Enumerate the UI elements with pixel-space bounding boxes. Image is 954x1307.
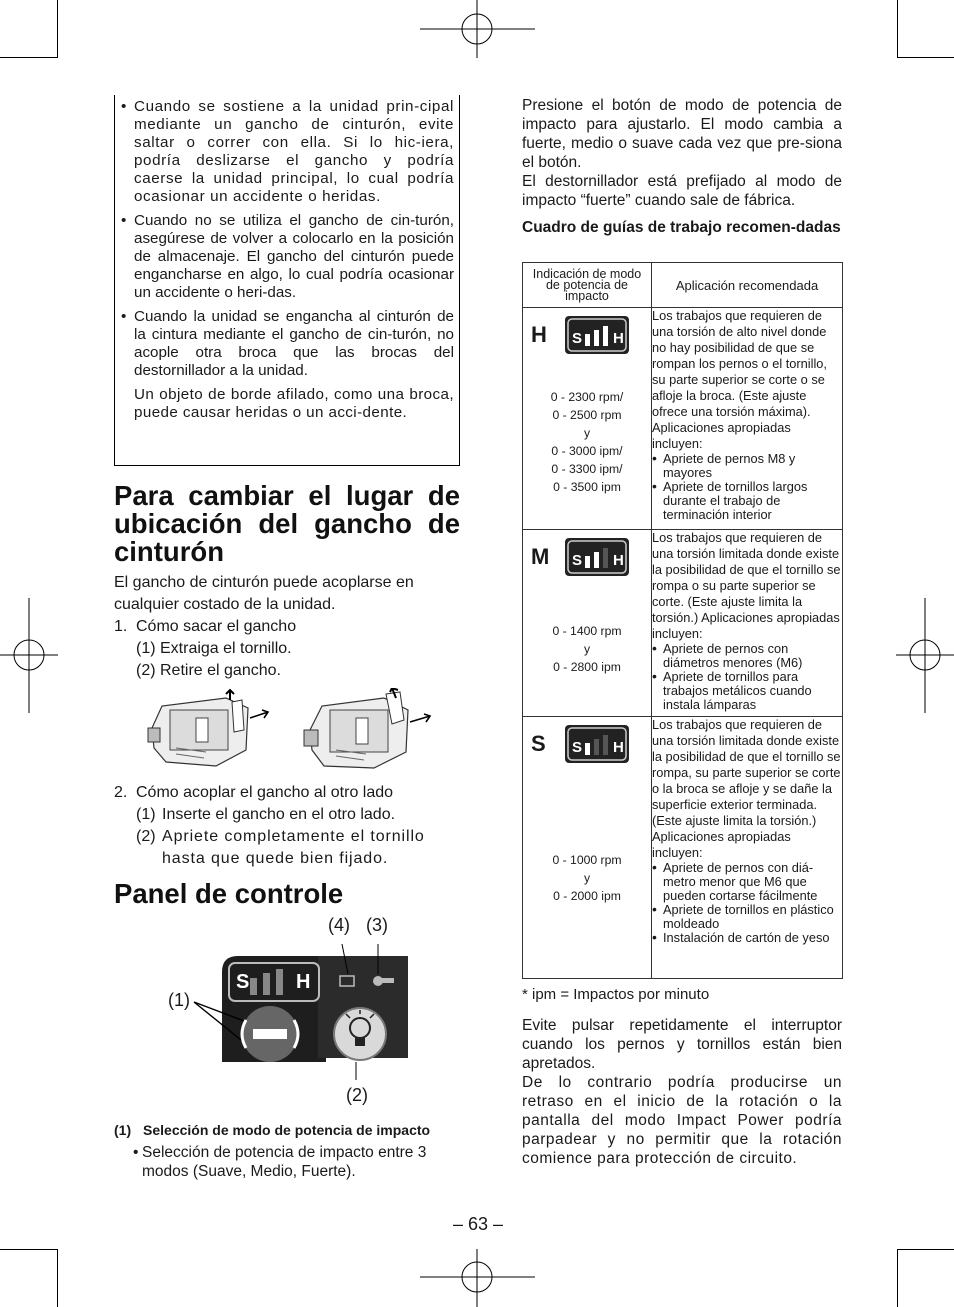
callout-3: (3) bbox=[366, 915, 388, 935]
mode-cell bbox=[523, 530, 652, 717]
mode-letter: S bbox=[531, 731, 546, 756]
warning-extra: Un objeto de borde afilado, como una broca, puede causar heridas o un acci-dente. bbox=[134, 386, 454, 421]
mode-letter: M bbox=[531, 544, 550, 569]
svg-text:S: S bbox=[572, 330, 583, 347]
warning-item: • Cuando la unidad se engancha al cinturón de la cintura mediante el gancho de cin-turón, no acople otra broca que las brocas del destornillador a la unidad. bbox=[114, 308, 454, 380]
callout-1: (1) bbox=[168, 990, 190, 1010]
belt-hook-section bbox=[114, 572, 460, 682]
table-header-cell bbox=[523, 263, 652, 308]
table-header-row bbox=[523, 263, 843, 308]
speed-line: 0 - 2800 ipm bbox=[553, 660, 621, 674]
svg-text:H: H bbox=[613, 552, 624, 569]
step-sub: Apriete completamente el tornillo hasta que quede bien fijado. bbox=[162, 828, 425, 867]
panel-h-label: H bbox=[296, 971, 311, 993]
speed-line: y bbox=[583, 871, 591, 885]
table-header-cell bbox=[652, 263, 843, 308]
step-sub-number: (1) bbox=[136, 806, 156, 823]
registration-mark-bottom bbox=[420, 1247, 535, 1307]
speed-line: 0 - 1400 rpm bbox=[552, 624, 622, 638]
speed-line: 0 - 2500 rpm bbox=[552, 408, 622, 422]
application-desc: Los trabajos que requieren de una torsión limitada donde existe la posibilidad de que el tornillo se rompa, su parte superior se corte o la broca se afloje y se dañe la superficie exterior terminada. (Este ajuste limita la torsión.) Aplicaciones apropiadas incluyen: bbox=[652, 717, 841, 860]
warning-list bbox=[114, 98, 454, 380]
speed-line: 0 - 1000 rpm bbox=[552, 853, 622, 867]
crop-mark bbox=[897, 1249, 954, 1250]
mode-h-display-icon bbox=[565, 316, 629, 354]
mode-s-display-icon bbox=[565, 725, 629, 763]
speed-line: 0 - 3500 ipm bbox=[553, 480, 621, 494]
page-number: – 63 – bbox=[452, 1214, 504, 1234]
callout-4: (4) bbox=[328, 915, 350, 935]
header-application: Aplicación recomendada bbox=[675, 277, 819, 293]
mode-cell bbox=[523, 308, 652, 530]
step-2 bbox=[114, 782, 460, 870]
mode-cell bbox=[523, 717, 652, 979]
svg-text:S: S bbox=[572, 739, 583, 756]
application-cell bbox=[652, 717, 843, 979]
step-sub-number: (2) bbox=[136, 828, 156, 845]
registration-mark-top bbox=[420, 0, 535, 60]
warning-list-container bbox=[114, 98, 454, 422]
crop-mark bbox=[897, 1249, 898, 1307]
caption-number: (1) bbox=[114, 1122, 132, 1138]
step-number: 2. bbox=[114, 784, 128, 801]
svg-text:H: H bbox=[613, 330, 624, 347]
table-title: Cuadro de guías de trabajo recomen-dadas bbox=[522, 219, 841, 236]
svg-text:H: H bbox=[613, 739, 624, 756]
svg-text:S: S bbox=[572, 552, 583, 569]
speed-list bbox=[523, 388, 651, 496]
step-sub: (2) Retire el gancho. bbox=[136, 662, 281, 679]
step-title: Cómo sacar el gancho bbox=[136, 618, 297, 635]
panel-s-label: S bbox=[236, 971, 250, 993]
warning-item: • Cuando no se utiliza el gancho de cin-turón, asegúrese de volver a colocarlo en la posición de almacenaje. El gancho del cinturón puede engancharse en algo, lo cual podría ocasionar un accidente o heri-das. bbox=[114, 212, 454, 302]
right-intro bbox=[522, 96, 842, 237]
application-bullets bbox=[652, 452, 842, 522]
intro-paragraph: El destornillador está prefijado al modo de impacto “fuerte” cuando sale de fábrica. bbox=[522, 173, 842, 209]
application-bullet: • Apriete de tornillos para trabajos metálicos cuando instala lámparas bbox=[652, 670, 842, 712]
mode-indicator bbox=[523, 308, 651, 354]
step-sub: (1) Extraiga el tornillo. bbox=[136, 640, 292, 657]
mode-indicator bbox=[523, 530, 651, 576]
step-1 bbox=[114, 616, 460, 638]
caption-text: Selección de modo de potencia de impacto bbox=[143, 1122, 431, 1138]
section-title-control-panel: Panel de controle bbox=[114, 878, 344, 909]
speed-line: 0 - 2000 ipm bbox=[553, 889, 621, 903]
control-panel-drawing bbox=[150, 912, 410, 1112]
application-bullets bbox=[652, 861, 842, 945]
speed-line: 0 - 2300 rpm/ bbox=[550, 390, 624, 404]
header-mode: Indicación de modo de potencia de impacto bbox=[532, 266, 642, 303]
step-2-heading bbox=[114, 782, 460, 804]
outro-paragraph: De lo contrario podría producirse un retraso en el inicio de la rotación o la pantalla del modo Impact Power podría parpadear y no permitir que la rotación comience para protección de circuito. bbox=[522, 1074, 842, 1167]
step-title: Cómo acoplar el gancho al otro lado bbox=[136, 784, 394, 801]
crop-mark bbox=[897, 57, 954, 58]
application-cell bbox=[652, 308, 843, 530]
registration-mark-right bbox=[896, 598, 954, 713]
speed-list bbox=[523, 622, 651, 676]
crop-mark bbox=[0, 1249, 58, 1250]
speed-line: 0 - 3300 ipm/ bbox=[551, 462, 623, 476]
step-number: 1. bbox=[114, 618, 128, 635]
control-panel-figure bbox=[150, 912, 410, 1112]
speed-list bbox=[523, 851, 651, 905]
section-intro: El gancho de cinturón puede acoplarse en cualquier costado de la unidad. bbox=[114, 574, 414, 613]
step-sub-row bbox=[114, 804, 460, 826]
warning-item: • Cuando se sostiene a la unidad prin-cipal mediante un gancho de cinturón, evite saltar o correr con ella. Si lo hic-iera, podría deslizarse el gancho y podría caerse la unidad principal, lo cual podría ocasionar un accidente o heridas. bbox=[114, 98, 454, 206]
application-bullet: • Apriete de pernos con diámetros menores (M6) bbox=[652, 642, 842, 670]
application-bullet: • Apriete de tornillos en plástico moldeado bbox=[652, 903, 842, 931]
footnote: * ipm = Impactos por minuto bbox=[522, 986, 710, 1003]
application-bullet: • Apriete de pernos M8 y mayores bbox=[652, 452, 842, 480]
outro-paragraph: Evite pulsar repetidamente el interruptor cuando los pernos y tornillos están bien apretados. bbox=[522, 1017, 842, 1072]
crop-mark bbox=[897, 0, 898, 58]
step-sub-row bbox=[114, 826, 460, 870]
speed-line: y bbox=[583, 642, 591, 656]
table-row-h bbox=[523, 308, 843, 530]
table-row-m bbox=[523, 530, 843, 717]
mode-letter: H bbox=[531, 322, 547, 347]
mode-m-display-icon bbox=[565, 538, 629, 576]
speed-line: 0 - 3000 ipm/ bbox=[551, 444, 623, 458]
intro-paragraph: Presione el botón de modo de potencia de impacto para ajustarlo. El modo cambia a fuerte, medio o suave cada vez que pre-siona el botón. bbox=[522, 97, 842, 171]
crop-mark bbox=[57, 0, 58, 58]
registration-mark-left bbox=[0, 598, 60, 713]
application-cell bbox=[652, 530, 843, 717]
application-bullet: • Apriete de pernos con diá-metro menor que M6 que pueden cortarse fácilmente bbox=[652, 861, 842, 903]
caption-bullet-list bbox=[126, 1143, 462, 1181]
application-desc: Los trabajos que requieren de una torsión limitada donde existe la posibilidad de que el tornillo se rompa o su parte superior se corte. (Este ajuste limita la torsión.) Aplicaciones apropiadas incluyen: bbox=[652, 530, 841, 641]
caption-bullet-container bbox=[126, 1143, 462, 1187]
callout-2: (2) bbox=[346, 1085, 368, 1105]
panel-caption bbox=[114, 1122, 464, 1138]
application-bullet: • Instalación de cartón de yeso bbox=[652, 931, 842, 945]
crop-mark bbox=[0, 57, 58, 58]
application-desc: Los trabajos que requieren de una torsión de alto nivel donde no hay posibilidad de que se rompan los pernos o el tornillo, su parte superior se corte o se afloje la broca. (Este ajuste ofrece una torsión máxima). Aplicaciones apropiadas incluyen: bbox=[652, 308, 827, 451]
application-bullets bbox=[652, 642, 842, 712]
hook-removal-illustration-1 bbox=[146, 688, 276, 770]
speed-line: y bbox=[583, 426, 591, 440]
section-title-belt-hook: Para cambiar el lugar de ubicación del gancho de cinturón bbox=[114, 480, 460, 567]
caption-bullet: • Selección de potencia de impacto entre 3 modos (Suave, Medio, Fuerte). bbox=[126, 1143, 462, 1181]
step-sub: Inserte el gancho en el otro lado. bbox=[162, 806, 396, 823]
application-bullet: • Apriete de tornillos largos durante el trabajo de terminación interior bbox=[652, 480, 842, 522]
work-guide-table bbox=[522, 262, 843, 979]
table-row-s bbox=[523, 717, 843, 979]
mode-indicator bbox=[523, 717, 651, 763]
right-footer-text bbox=[522, 985, 842, 1168]
crop-mark bbox=[57, 1249, 58, 1307]
hook-removal-illustration-2 bbox=[300, 688, 440, 774]
